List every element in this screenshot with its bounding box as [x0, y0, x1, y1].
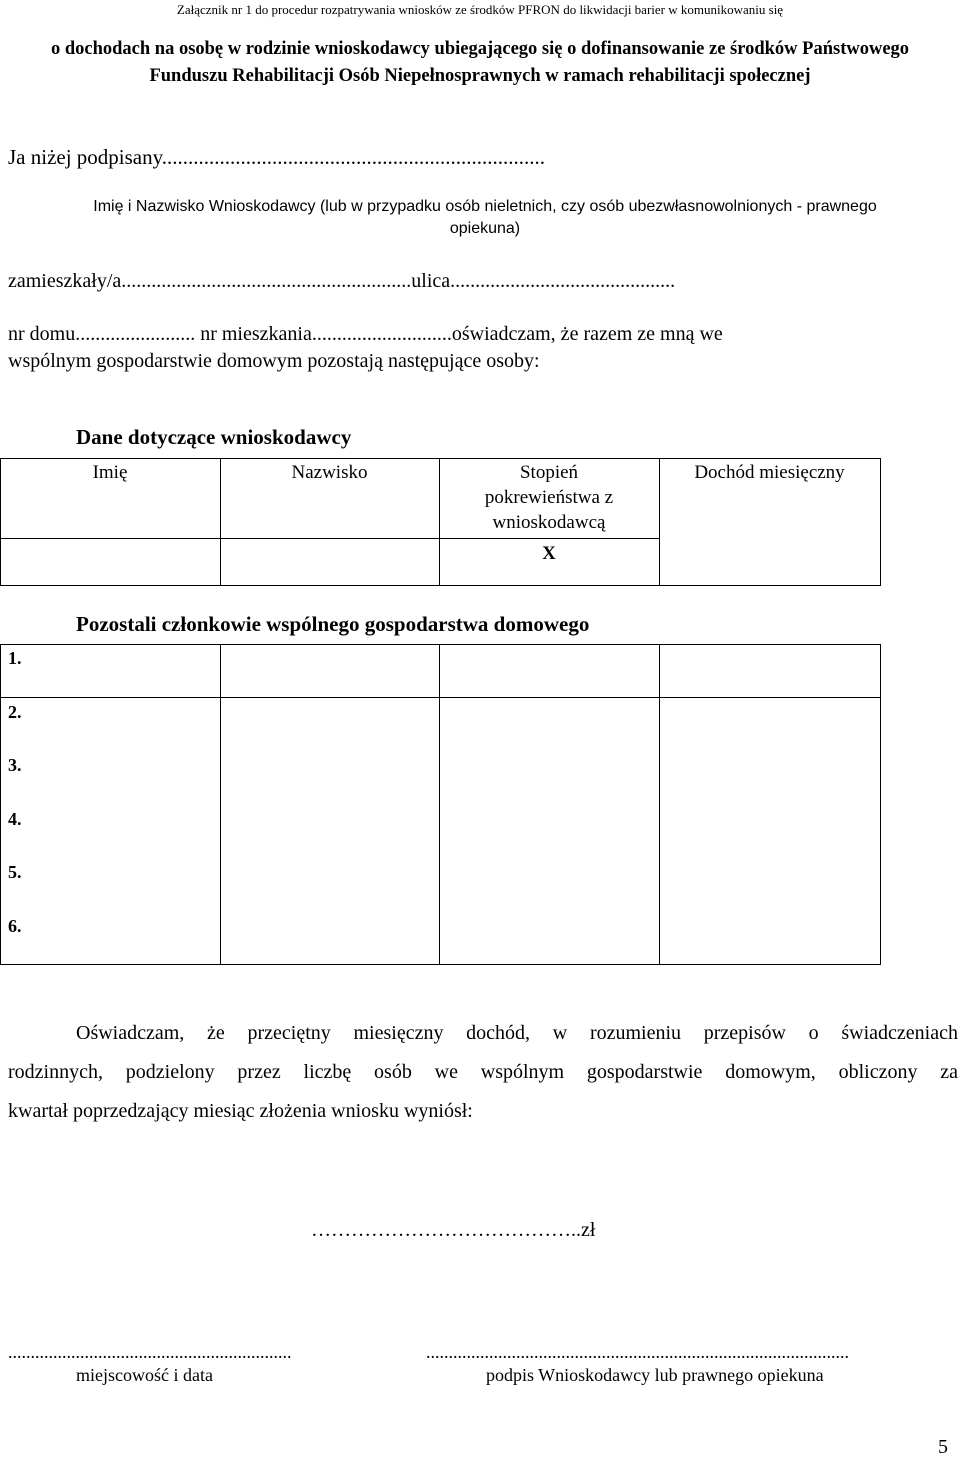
- page-title: o dochodach na osobę w rodzinie wnioskodawcy ubiegającego się o dofinansowanie ze środków Państwowego Funduszu Rehabilitacji Osób Niepełnosprawnych w ramach rehabilitacji społecznej: [50, 39, 910, 86]
- col-relation: Stopień pokrewieństwa z wnioskodawcą: [484, 462, 614, 533]
- statement-line-1: Oświadczam, że przeciętny miesięczny dochód, w rozumieniu przepisów o świadczeniach: [76, 1022, 958, 1044]
- header-note: Załącznik nr 1 do procedur rozpatrywania wniosków ze środków PFRON do likwidacji barier w komunikowaniu się: [176, 2, 784, 17]
- table-row: 5.: [8, 862, 22, 882]
- house-line-cont: wspólnym gospodarstwie domowym pozostają następujące osoby:: [8, 350, 540, 372]
- place-label: miejscowość i data: [76, 1365, 213, 1385]
- members-heading: Pozostali członkowie wspólnego gospodarstwa domowego: [76, 612, 590, 636]
- table-row: 3.: [8, 755, 22, 775]
- declarant-hint: Imię i Nazwisko Wnioskodawcy (lub w przypadku osób nieletnich, czy osób ubezwłasnowolnionych - prawnego opiekuna): [93, 198, 877, 237]
- applicant-heading: Dane dotyczące wnioskodawcy: [76, 425, 352, 449]
- declarant-line: Ja niżej podpisany.........................................................................: [8, 145, 546, 169]
- statement-line-2: rodzinnych, podzielony przez liczbę osób we wspólnym gospodarstwie domowym, obliczony za: [8, 1061, 958, 1083]
- col-income: Dochód miesięczny: [694, 462, 845, 483]
- address-line: zamieszkały/a..........................................................ulica.............................................: [8, 270, 676, 292]
- table-row: 1.: [8, 648, 22, 668]
- signature-label: podpis Wnioskodawcy lub prawnego opiekuna: [486, 1365, 824, 1385]
- table-row: 2.: [8, 702, 22, 722]
- signature-dots: ..............................................................................................: [426, 1342, 849, 1362]
- page-number: 5: [938, 1436, 948, 1458]
- col-last-name: Nazwisko: [291, 462, 368, 483]
- table-row: 6.: [8, 916, 22, 936]
- amount-line: …………………………………..zł: [311, 1219, 596, 1241]
- house-line: nr domu........................ nr mieszkania............................oświadczam, że razem ze mną we: [8, 323, 723, 345]
- col-first-name: Imię: [92, 462, 128, 483]
- place-dots: ...............................................................: [8, 1342, 292, 1362]
- table-row: 4.: [8, 809, 22, 829]
- relation-value: X: [542, 543, 556, 564]
- statement-line-3: kwartał poprzedzający miesiąc złożenia wniosku wyniósł:: [8, 1100, 473, 1122]
